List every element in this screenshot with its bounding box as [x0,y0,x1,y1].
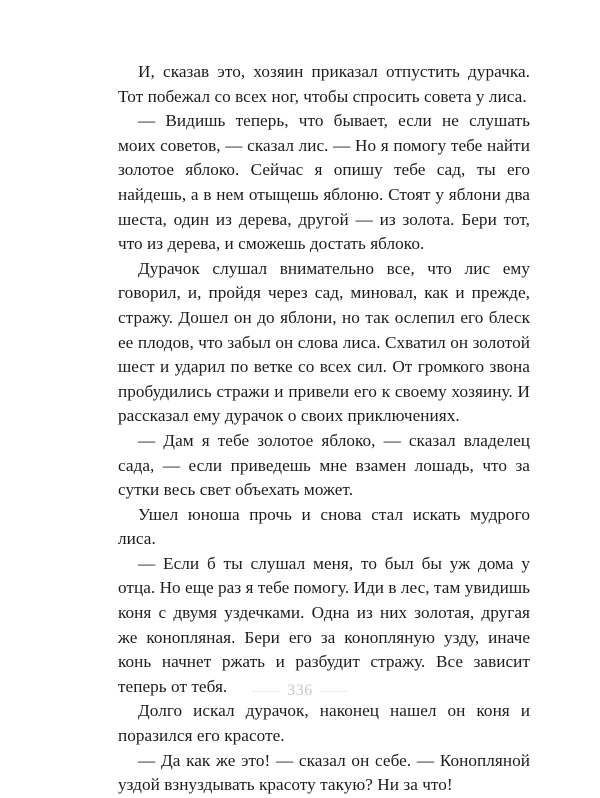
paragraph-1: И, сказав это, хозяин приказал отпустить дурачка. Тот побежал со всех ног, чтобы спросить совета у лиса. [118,62,530,106]
paragraph-6: — Если б ты слушал меня, то был бы уж дома у отца. Но еще раз я тебе помогу. Иди в лес, там увидишь коня с двумя уздечками. Одна из них золотая, другая же конопляная. Бери его за конопляную узду, иначе конь начнет ржать и разбудит стражу. Все зависит теперь от тебя. [118,553,531,696]
page-number: 336 [287,682,313,699]
footer-ornament-left [253,691,279,692]
page-number-footer [0,682,600,700]
paragraph-4: — Дам я тебе золотое яблоко, — сказал владелец сада, — если приведешь мне взамен лошадь, что за сутки весь свет объехать может. [118,430,530,500]
paragraph-7: Долго искал дурачок, наконец нашел он коня и поразился его красоте. [118,701,530,746]
paragraph-8: — Да как же это! — сказал он себе. — Конопляной уздой взнуздывать красоту такую? Ни за что! [118,750,530,795]
paragraph-3: Дурачок слушал внимательно все, что лис ему говорил, и, пройдя через сад, миновал, как и прежде, стражу. Дошел он до яблони, но так ослепил его блеск ее плодов, что забыл он слова лиса. Схватил он золотой шест и ударил по ветке со всех сил. От громкого звона пробудились стражи и привели его к своему хозяину. И рассказал ему дурачок о своих приключениях. [118,258,530,426]
footer-ornament-right [321,691,347,692]
paragraph-2: — Видишь теперь, что бывает, если не слушать моих советов, — сказал лис. — Но я помогу тебе найти золотое яблоко. Сейчас я опишу тебе сад, ты его найдешь, а в нем отыщешь яблоню. Стоят у яблони два шеста, один из дерева, другой — из золота. Бери тот, что из дерева, и сможешь достать яблоко. [118,111,530,254]
paragraph-5: Ушел юноша прочь и снова стал искать мудрого лиса. [118,504,530,549]
